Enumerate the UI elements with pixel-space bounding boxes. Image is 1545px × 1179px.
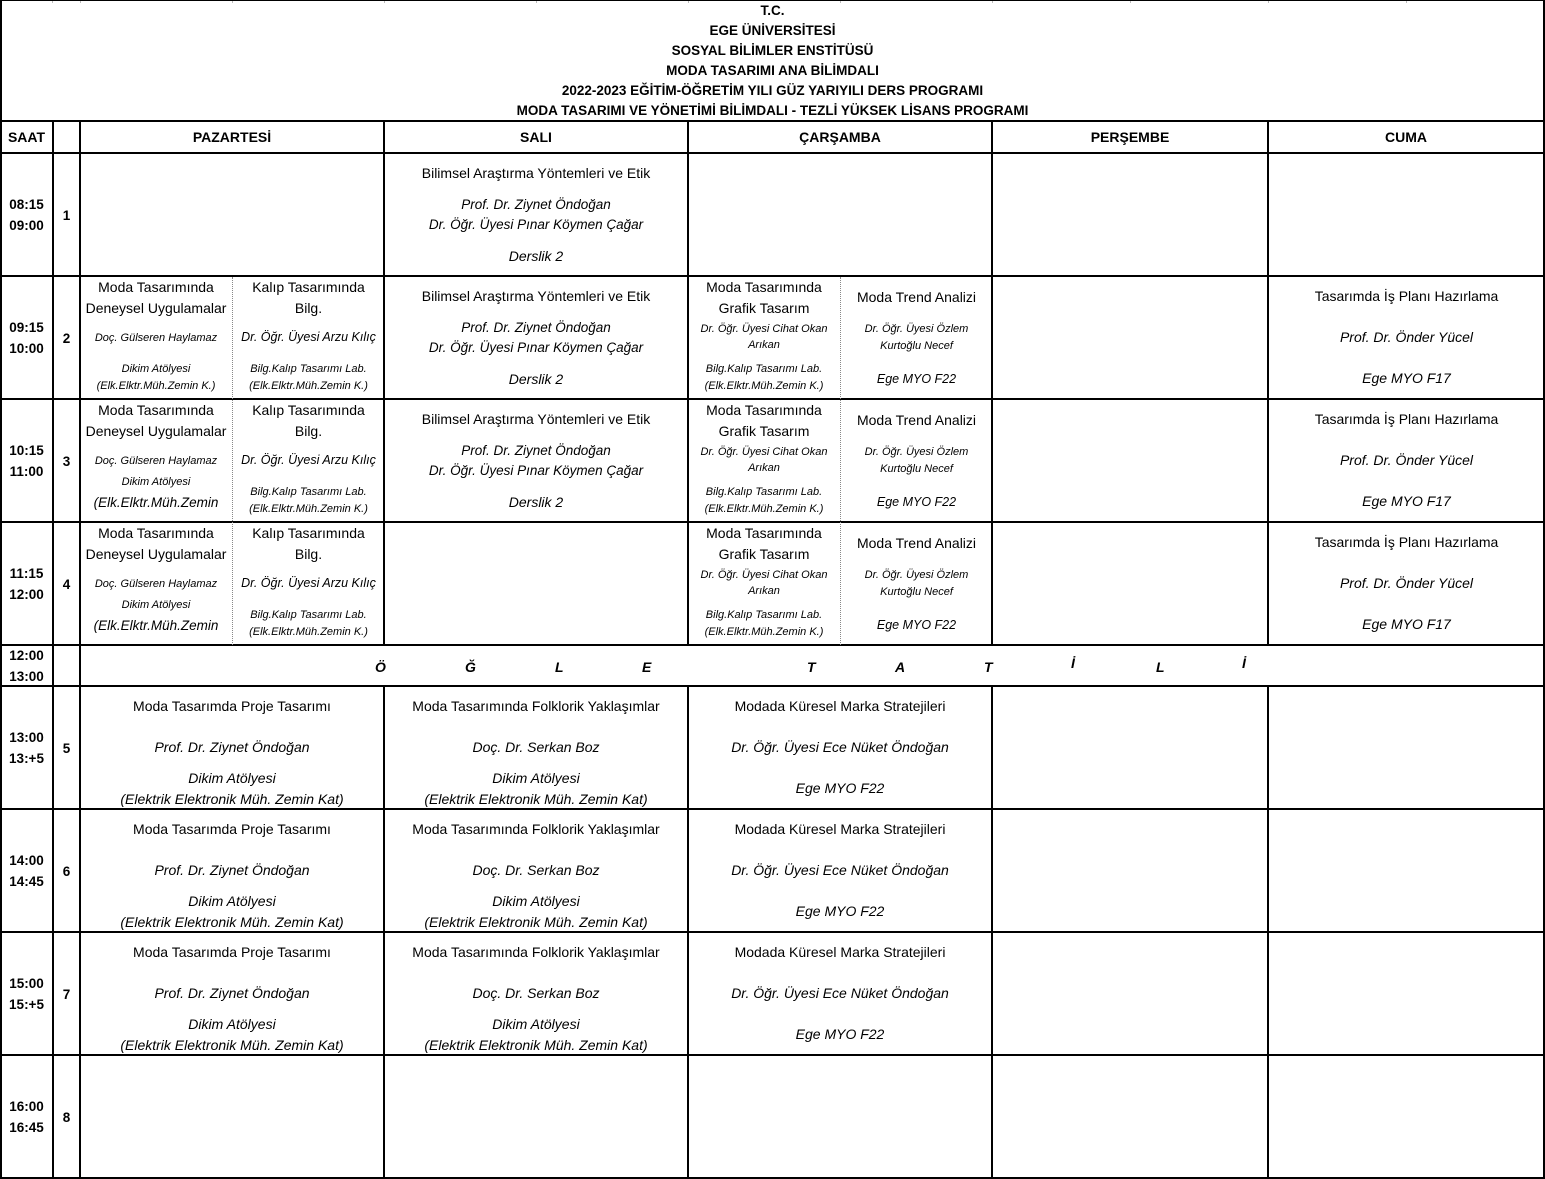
course-name: Tasarımda İş Planı Hazırlama — [1314, 411, 1499, 427]
course-instructor: Dr. Öğr. Üyesi Cihat Okan — [700, 323, 828, 335]
course-name: Tasarımda İş Planı Hazırlama — [1314, 534, 1499, 550]
course-room: (Elektrik Elektronik Müh. Zemin Kat) — [120, 914, 344, 930]
course-instructor: Kurtoğlu Necef — [880, 463, 953, 475]
course-cell-folklorik — [384, 687, 688, 809]
course-name: Moda Tasarımda Proje Tasarımı — [133, 698, 331, 714]
lunch-letter: T — [984, 659, 993, 675]
course-cell-bilimsel — [384, 400, 688, 522]
course-cell-deneysel — [80, 400, 232, 522]
course-cell-isplani — [1268, 400, 1545, 522]
course-name: Kalıp Tasarımında — [252, 279, 365, 295]
course-instructor: Prof. Dr. Ziynet Öndoğan — [154, 862, 310, 878]
lunch-letter: L — [555, 659, 564, 675]
course-instructor: Doç. Gülseren Haylamaz — [94, 455, 218, 467]
slot-number: 2 — [62, 330, 71, 346]
course-name: Moda Tasarımında — [706, 525, 822, 541]
course-room: (Elektrik Elektronik Müh. Zemin Kat) — [120, 1037, 344, 1053]
lunch-letter: Ö — [375, 659, 386, 675]
grid-line — [0, 152, 1545, 154]
title-line-tc: T.C. — [760, 3, 785, 18]
course-instructor: Dr. Öğr. Üyesi Pınar Köymen Çağar — [428, 217, 644, 232]
course-room: Bilg.Kalıp Tasarımı Lab. — [250, 486, 367, 498]
time-slot-5 — [0, 687, 53, 809]
course-room: Bilg.Kalıp Tasarımı Lab. — [705, 363, 823, 375]
course-instructor: Prof. Dr. Önder Yücel — [1339, 575, 1474, 591]
grid-line — [0, 0, 1545, 1]
course-instructor: Doç. Dr. Serkan Boz — [472, 985, 600, 1001]
course-room: Ege MYO F17 — [1362, 370, 1451, 386]
course-instructor: Dr. Öğr. Üyesi Arzu Kılıç — [241, 453, 376, 467]
course-room: (Elk.Elktr.Müh.Zemin K.) — [249, 503, 368, 515]
course-cell-isplani — [1268, 523, 1545, 645]
course-room: Dikim Atölyesi — [188, 1016, 276, 1032]
time-end: 16:45 — [9, 1120, 44, 1135]
course-room: Ege MYO F22 — [876, 618, 957, 632]
course-name: Kalıp Tasarımında — [252, 525, 365, 541]
course-room: (Elektrik Elektronik Müh. Zemin Kat) — [120, 791, 344, 807]
course-room: Derslik 2 — [508, 494, 564, 510]
course-room: Ege MYO F17 — [1362, 616, 1451, 632]
course-room: Dikim Atölyesi — [188, 770, 276, 786]
time-start: 14:00 — [9, 853, 44, 868]
course-name: Bilimsel Araştırma Yöntemleri ve Etik — [421, 411, 651, 427]
course-name: Bilg. — [294, 546, 323, 562]
course-room: Derslik 2 — [508, 371, 564, 387]
course-room: Dikim Atölyesi — [188, 893, 276, 909]
time-slot-7 — [0, 933, 53, 1055]
course-name: Moda Tasarımında — [706, 279, 822, 295]
course-cell-folklorik — [384, 933, 688, 1055]
time-end: 10:00 — [9, 341, 44, 356]
time-start: 12:00 — [9, 648, 44, 663]
slot-number: 1 — [62, 207, 71, 223]
course-room: Ege MYO F22 — [795, 1026, 885, 1042]
course-room: Dikim Atölyesi — [121, 476, 191, 488]
course-name: Bilimsel Araştırma Yöntemleri ve Etik — [421, 165, 651, 181]
course-name: Moda Tasarımında Folklorik Yaklaşımlar — [412, 944, 660, 960]
course-name: Deneysel Uygulamalar — [85, 423, 227, 439]
course-room: (Elk.Elktr.Müh.Zemin K.) — [704, 626, 824, 638]
course-instructor: Kurtoğlu Necef — [880, 586, 953, 598]
time-end: 09:00 — [9, 218, 44, 233]
course-instructor: Doç. Dr. Serkan Boz — [472, 739, 600, 755]
title-line-term: 2022-2023 EĞİTİM-ÖĞRETİM YILI GÜZ YARIYILI DERS PROGRAMI — [561, 83, 984, 98]
grid-line — [383, 685, 385, 1179]
grid-line — [0, 931, 1545, 933]
title-line-program: MODA TASARIMI VE YÖNETİMİ BİLİMDALI - TEZLİ YÜKSEK LİSANS PROGRAMI — [516, 103, 1029, 118]
grid-line — [687, 120, 689, 646]
course-instructor: Prof. Dr. Ziynet Öndoğan — [154, 985, 310, 1001]
course-cell-kalip — [233, 277, 384, 399]
course-room: Dikim Atölyesi — [492, 770, 580, 786]
time-start: 16:00 — [9, 1099, 44, 1114]
course-room: Ege MYO F22 — [795, 903, 885, 919]
course-instructor: Dr. Öğr. Üyesi Ece Nüket Öndoğan — [731, 985, 949, 1001]
grid-line — [1267, 685, 1269, 1179]
lunch-letter: L — [1156, 659, 1165, 675]
course-cell-grafik — [688, 400, 840, 522]
course-name: Moda Tasarımda Proje Tasarımı — [133, 944, 331, 960]
time-slot-3 — [0, 400, 53, 522]
slot-number: 3 — [62, 453, 71, 469]
lunch-letter: Ğ — [465, 659, 476, 675]
course-name: Bilg. — [294, 423, 323, 439]
course-instructor: Dr. Öğr. Üyesi Özlem — [864, 323, 969, 335]
course-instructor: Prof. Dr. Ziynet Öndoğan — [461, 197, 611, 212]
course-cell-folklorik — [384, 810, 688, 932]
course-room: Bilg.Kalıp Tasarımı Lab. — [705, 486, 823, 498]
header-day-monday: PAZARTESİ — [192, 129, 272, 145]
time-slot-1 — [0, 154, 53, 276]
grid-line — [1267, 120, 1269, 646]
course-room: Dikim Atölyesi — [492, 893, 580, 909]
sub-column-divider — [840, 277, 841, 645]
time-slot-2 — [0, 277, 53, 399]
time-start: 13:00 — [9, 730, 44, 745]
course-instructor: Dr. Öğr. Üyesi Cihat Okan — [700, 569, 828, 581]
course-instructor: Dr. Öğr. Üyesi Özlem — [864, 446, 969, 458]
time-start: 15:00 — [9, 976, 44, 991]
lunch-letter: E — [642, 659, 652, 675]
course-cell-deneysel — [80, 523, 232, 645]
course-room: (Elektrik Elektronik Müh. Zemin Kat) — [424, 791, 648, 807]
time-slot-8 — [0, 1056, 53, 1178]
course-room: Bilg.Kalıp Tasarımı Lab. — [250, 609, 367, 621]
course-instructor: Dr. Öğr. Üyesi Cihat Okan — [700, 446, 828, 458]
grid-line — [79, 120, 81, 1179]
course-instructor: Dr. Öğr. Üyesi Özlem — [864, 569, 969, 581]
course-room: (Elk.Elktr.Müh.Zemin K.) — [249, 626, 368, 638]
course-name: Deneysel Uygulamalar — [85, 300, 227, 316]
time-end: 13:00 — [9, 669, 44, 684]
course-name: Moda Trend Analizi — [856, 535, 977, 551]
lunch-letter: İ — [1242, 655, 1246, 671]
course-room: Dikim Atölyesi — [121, 363, 191, 375]
sub-column-divider — [232, 277, 233, 645]
grid-line — [52, 120, 54, 1179]
course-cell-grafik — [688, 523, 840, 645]
course-room: (Elk.Elktr.Müh.Zemin K.) — [704, 503, 824, 515]
time-start: 10:15 — [9, 443, 44, 458]
grid-line — [991, 685, 993, 1179]
title-line-university: EGE ÜNİVERSİTESİ — [709, 23, 836, 38]
title-line-department: MODA TASARIMI ANA BİLİMDALI — [666, 63, 879, 78]
course-cell-kalip — [233, 523, 384, 645]
course-room: (Elektrik Elektronik Müh. Zemin Kat) — [424, 1037, 648, 1053]
time-start: 08:15 — [9, 197, 44, 212]
time-end: 15:+5 — [9, 997, 44, 1012]
grid-line — [0, 1054, 1545, 1056]
course-instructor: Dr. Öğr. Üyesi Ece Nüket Öndoğan — [731, 739, 949, 755]
course-cell-marka — [688, 933, 992, 1055]
slot-number: 6 — [62, 863, 71, 879]
course-instructor: Kurtoğlu Necef — [880, 340, 953, 352]
course-name: Moda Trend Analizi — [856, 289, 977, 305]
course-name: Moda Tasarımında — [706, 402, 822, 418]
time-slot-lunch — [0, 646, 53, 686]
course-instructor: Doç. Gülseren Haylamaz — [94, 578, 218, 590]
course-instructor: Dr. Öğr. Üyesi Arzu Kılıç — [241, 576, 376, 590]
course-room: Bilg.Kalıp Tasarımı Lab. — [705, 609, 823, 621]
course-room: Dikim Atölyesi — [121, 599, 191, 611]
course-room: Ege MYO F22 — [795, 780, 885, 796]
course-room: (Elk.Elktr.Müh.Zemin — [93, 618, 219, 633]
header-day-wednesday: ÇARŞAMBA — [799, 129, 881, 145]
time-slot-6 — [0, 810, 53, 932]
grid-line — [687, 685, 689, 1179]
grid-line — [991, 120, 993, 646]
course-room: Ege MYO F17 — [1362, 493, 1451, 509]
course-instructor: Dr. Öğr. Üyesi Arzu Kılıç — [241, 330, 376, 344]
course-name: Grafik Tasarım — [718, 546, 810, 562]
course-name: Modada Küresel Marka Stratejileri — [734, 698, 946, 714]
course-room: Bilg.Kalıp Tasarımı Lab. — [250, 363, 367, 375]
course-name: Grafik Tasarım — [718, 300, 810, 316]
course-cell-proje — [80, 810, 384, 932]
course-instructor: Arıkan — [748, 585, 780, 597]
course-instructor: Prof. Dr. Önder Yücel — [1339, 452, 1474, 468]
course-name: Bilg. — [294, 300, 323, 316]
slot-number: 5 — [62, 740, 71, 756]
course-instructor: Doç. Gülseren Haylamaz — [94, 332, 218, 344]
course-instructor: Arıkan — [748, 462, 780, 474]
time-end: 11:00 — [9, 464, 44, 479]
title-line-institute: SOSYAL BİLİMLER ENSTİTÜSÜ — [671, 43, 874, 58]
grid-line — [383, 120, 385, 646]
course-cell-deneysel — [80, 277, 232, 399]
course-instructor: Dr. Öğr. Üyesi Pınar Köymen Çağar — [428, 463, 644, 478]
lunch-letter: İ — [1071, 655, 1075, 671]
course-name: Tasarımda İş Planı Hazırlama — [1314, 288, 1499, 304]
course-cell-proje — [80, 687, 384, 809]
course-name: Grafik Tasarım — [718, 423, 810, 439]
course-cell-trend — [841, 277, 992, 399]
header-day-thursday: PERŞEMBE — [1090, 129, 1170, 145]
course-instructor: Arıkan — [748, 339, 780, 351]
course-name: Deneysel Uygulamalar — [85, 546, 227, 562]
course-name: Moda Tasarımda Proje Tasarımı — [133, 821, 331, 837]
course-instructor: Dr. Öğr. Üyesi Pınar Köymen Çağar — [428, 340, 644, 355]
time-start: 09:15 — [9, 320, 44, 335]
course-name: Moda Tasarımında — [98, 279, 214, 295]
course-room: (Elk.Elktr.Müh.Zemin K.) — [96, 380, 216, 392]
grid-line — [0, 0, 2, 1179]
course-cell-trend — [841, 400, 992, 522]
header-day-friday: CUMA — [1385, 129, 1427, 145]
course-instructor: Doç. Dr. Serkan Boz — [472, 862, 600, 878]
course-cell-proje — [80, 933, 384, 1055]
time-end: 12:00 — [9, 587, 44, 602]
slot-number: 7 — [62, 986, 71, 1002]
course-cell-isplani — [1268, 277, 1545, 399]
course-instructor: Prof. Dr. Ziynet Öndoğan — [154, 739, 310, 755]
course-room: Derslik 2 — [508, 248, 564, 264]
course-name: Modada Küresel Marka Stratejileri — [734, 821, 946, 837]
course-name: Moda Tasarımında — [98, 525, 214, 541]
course-name: Moda Tasarımında Folklorik Yaklaşımlar — [412, 821, 660, 837]
lunch-letter: A — [895, 659, 906, 675]
course-name: Moda Tasarımında Folklorik Yaklaşımlar — [412, 698, 660, 714]
time-end: 13:+5 — [9, 751, 44, 766]
course-instructor: Prof. Dr. Ziynet Öndoğan — [461, 320, 611, 335]
header-day-tuesday: SALI — [520, 129, 552, 145]
course-cell-grafik — [688, 277, 840, 399]
time-slot-4 — [0, 523, 53, 645]
slot-number: 4 — [62, 576, 71, 592]
lunch-letter: T — [807, 659, 816, 675]
course-cell-marka — [688, 810, 992, 932]
grid-line — [0, 120, 1545, 122]
course-name: Moda Tasarımında — [98, 402, 214, 418]
course-room: Dikim Atölyesi — [492, 1016, 580, 1032]
course-name: Moda Trend Analizi — [856, 412, 977, 428]
course-room: (Elektrik Elektronik Müh. Zemin Kat) — [424, 914, 648, 930]
course-instructor: Dr. Öğr. Üyesi Ece Nüket Öndoğan — [731, 862, 949, 878]
course-cell-trend — [841, 523, 992, 645]
time-end: 14:45 — [9, 874, 44, 889]
course-name: Kalıp Tasarımında — [252, 402, 365, 418]
course-instructor: Prof. Dr. Önder Yücel — [1339, 329, 1474, 345]
course-instructor: Prof. Dr. Ziynet Öndoğan — [461, 443, 611, 458]
course-room: Ege MYO F22 — [876, 372, 957, 386]
grid-line — [0, 808, 1545, 810]
course-room: (Elk.Elktr.Müh.Zemin K.) — [249, 380, 368, 392]
time-start: 11:15 — [9, 566, 44, 581]
course-room: (Elk.Elktr.Müh.Zemin — [93, 495, 219, 510]
header-saat: SAAT — [7, 129, 46, 145]
course-room: (Elk.Elktr.Müh.Zemin K.) — [704, 380, 824, 392]
course-name: Bilimsel Araştırma Yöntemleri ve Etik — [421, 288, 651, 304]
course-name: Modada Küresel Marka Stratejileri — [734, 944, 946, 960]
course-cell-bilimsel — [384, 277, 688, 399]
slot-number: 8 — [62, 1109, 71, 1125]
course-cell-kalip — [233, 400, 384, 522]
course-cell-bilimsel — [384, 154, 688, 276]
course-cell-marka — [688, 687, 992, 809]
grid-line — [0, 685, 1545, 687]
course-room: Ege MYO F22 — [876, 495, 957, 509]
